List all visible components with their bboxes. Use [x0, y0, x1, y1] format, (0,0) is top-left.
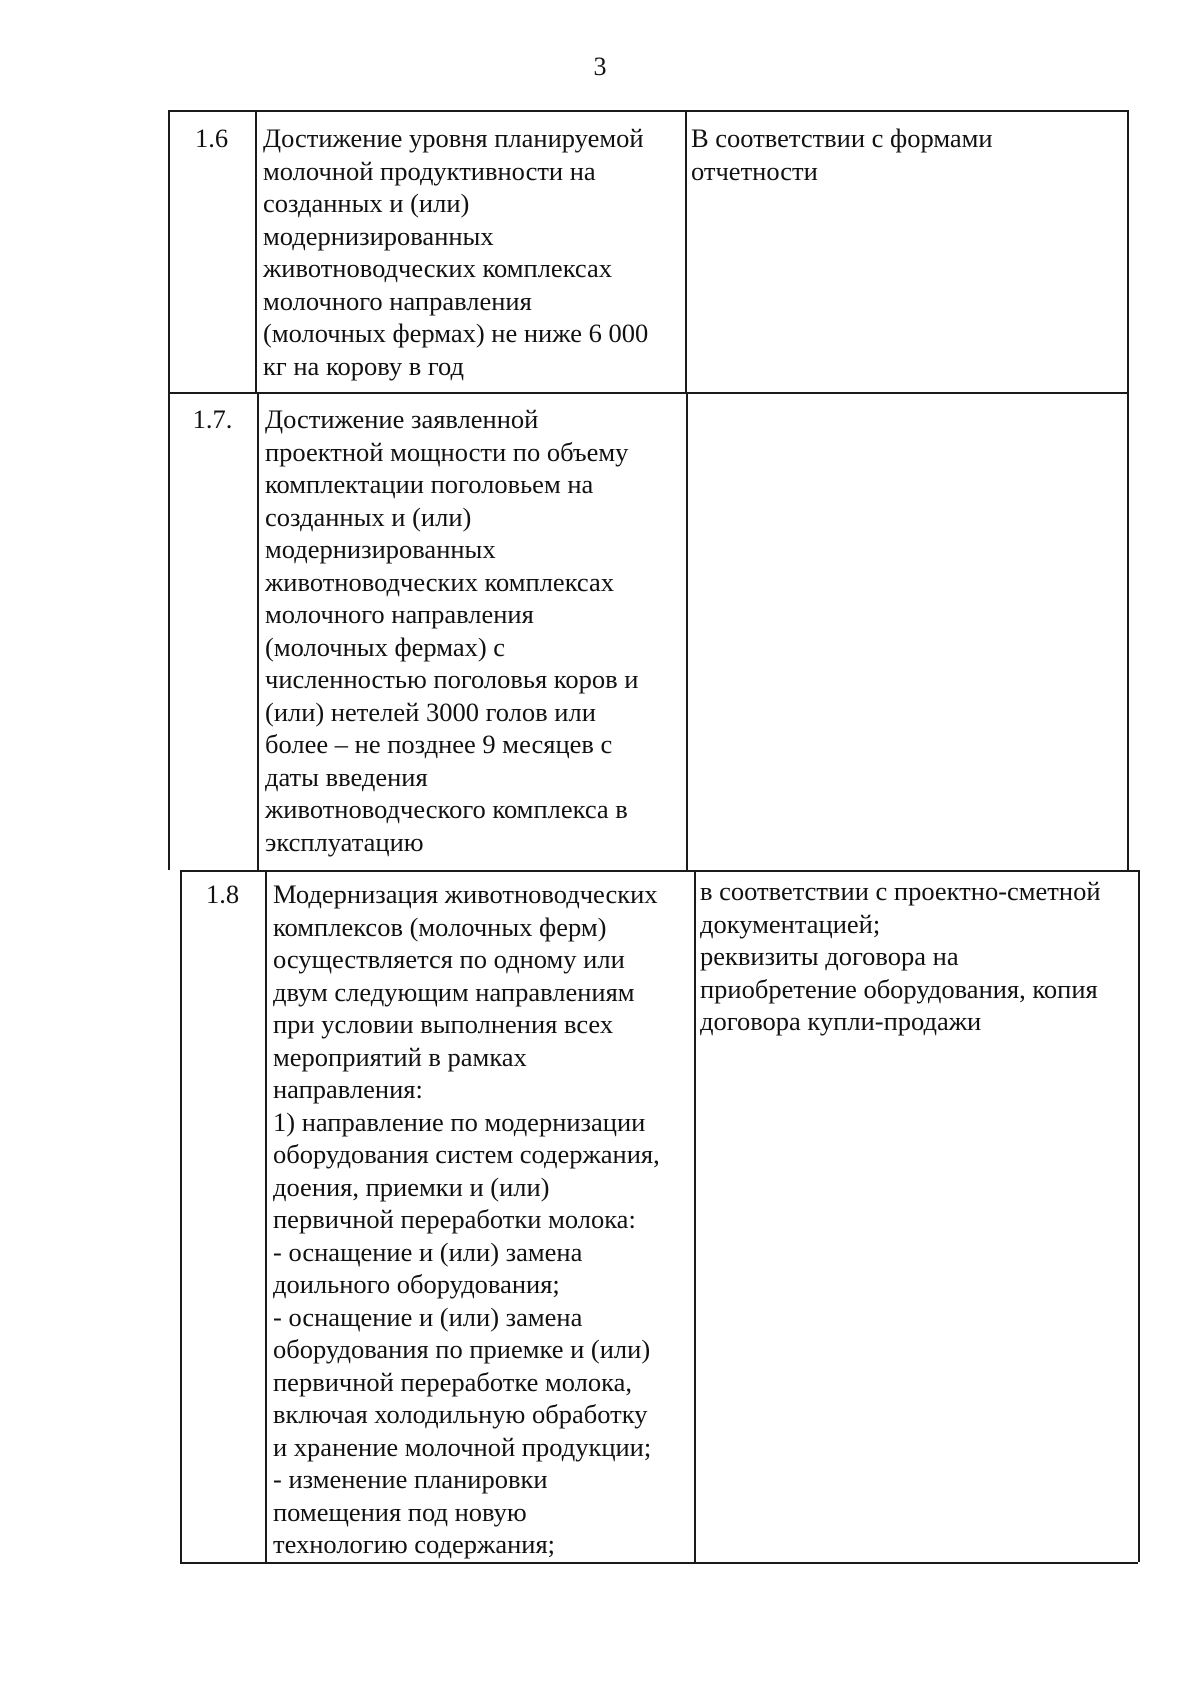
description-line: Модернизация животноводческих — [273, 879, 658, 909]
documents-line: реквизиты договора на — [700, 941, 959, 971]
description-line: кг на корову в год — [263, 350, 465, 381]
description-line: комплексов (молочных ферм) — [273, 911, 607, 942]
description-line: численностью поголовья коров и — [265, 664, 639, 694]
column-border — [180, 870, 182, 1562]
description-line: при условии выполнения всех — [273, 1009, 614, 1039]
row-border-top — [168, 110, 1127, 112]
documents-line: приобретение оборудования, копия — [700, 973, 1098, 1004]
column-border — [685, 110, 687, 392]
row-number: 1.8 — [205, 879, 240, 909]
description-line: направления: — [273, 1074, 423, 1104]
column-border — [255, 110, 257, 392]
description-line: (молочных фермах) с — [265, 631, 506, 662]
page-number: 3 — [593, 52, 607, 81]
column-border — [257, 392, 259, 870]
description-line: Достижение заявленной — [265, 404, 539, 434]
description-line: созданных и (или) — [263, 188, 470, 218]
documents-line: отчетности — [691, 155, 818, 186]
description-line: - оснащение и (или) замена — [273, 1236, 583, 1267]
documents-line: документацией; — [700, 908, 881, 939]
documents-line: договора купли-продажи — [700, 1006, 982, 1036]
column-border — [1127, 392, 1129, 870]
description-line: животноводческих комплексах — [263, 253, 613, 283]
description-line: доения, приемки и (или) — [273, 1171, 550, 1202]
description-line: осуществляется по одному или — [273, 944, 625, 974]
documents-line: в соответствии с проектно-сметной — [700, 876, 1101, 906]
row-border-top — [168, 392, 1127, 394]
description-line: - изменение планировки — [273, 1464, 548, 1494]
column-border — [694, 870, 696, 1562]
description-line: более – не позднее 9 месяцев с — [265, 729, 613, 759]
description-line: созданных и (или) — [265, 501, 472, 532]
column-border — [168, 392, 170, 870]
description-line: (или) нетелей 3000 голов или — [265, 696, 596, 727]
description-line: 1) направление по модернизации — [273, 1106, 646, 1137]
description-line: животноводческого комплекса в — [265, 794, 628, 824]
column-border — [686, 392, 688, 870]
description-line: доильного оборудования; — [273, 1269, 560, 1299]
documents-line: В соответствии с формами — [691, 123, 993, 153]
row-number: 1.6 — [194, 123, 229, 153]
description-line: оборудования систем содержания, — [273, 1139, 660, 1169]
description-line: первичной переработке молока, — [273, 1366, 632, 1397]
description-line: молочного направления — [265, 599, 534, 629]
column-border — [1138, 870, 1140, 1562]
column-border — [1127, 110, 1129, 392]
description-line: молочной продуктивности на — [263, 155, 596, 186]
description-line: модернизированных — [265, 534, 496, 564]
description-line: даты введения — [265, 761, 428, 792]
description-line: проектной мощности по объему — [265, 436, 629, 467]
description-line: животноводческих комплексах — [265, 566, 615, 597]
row-number: 1.7. — [192, 404, 233, 434]
column-border — [265, 870, 267, 1562]
description-line: Достижение уровня планируемой — [263, 123, 644, 153]
description-line: эксплуатацию — [265, 826, 424, 857]
row-border-bottom — [180, 1562, 1138, 1564]
row-border-top — [180, 870, 1138, 872]
description-line: помещения под новую — [273, 1496, 527, 1527]
description-line: и хранение молочной продукции; — [273, 1431, 652, 1462]
description-line: двум следующим направлениям — [273, 976, 635, 1007]
description-line: - оснащение и (или) замена — [273, 1301, 583, 1332]
description-line: включая холодильную обработку — [273, 1399, 648, 1429]
description-line: технологию содержания; — [273, 1529, 556, 1559]
description-line: мероприятий в рамках — [273, 1041, 527, 1072]
description-line: комплектации поголовьем на — [265, 469, 594, 499]
description-line: молочного направления — [263, 285, 532, 316]
description-line: оборудования по приемке и (или) — [273, 1334, 651, 1364]
description-line: первичной переработки молока: — [273, 1204, 636, 1234]
description-line: модернизированных — [263, 220, 494, 251]
description-line: (молочных фермах) не ниже 6 000 — [263, 318, 649, 348]
